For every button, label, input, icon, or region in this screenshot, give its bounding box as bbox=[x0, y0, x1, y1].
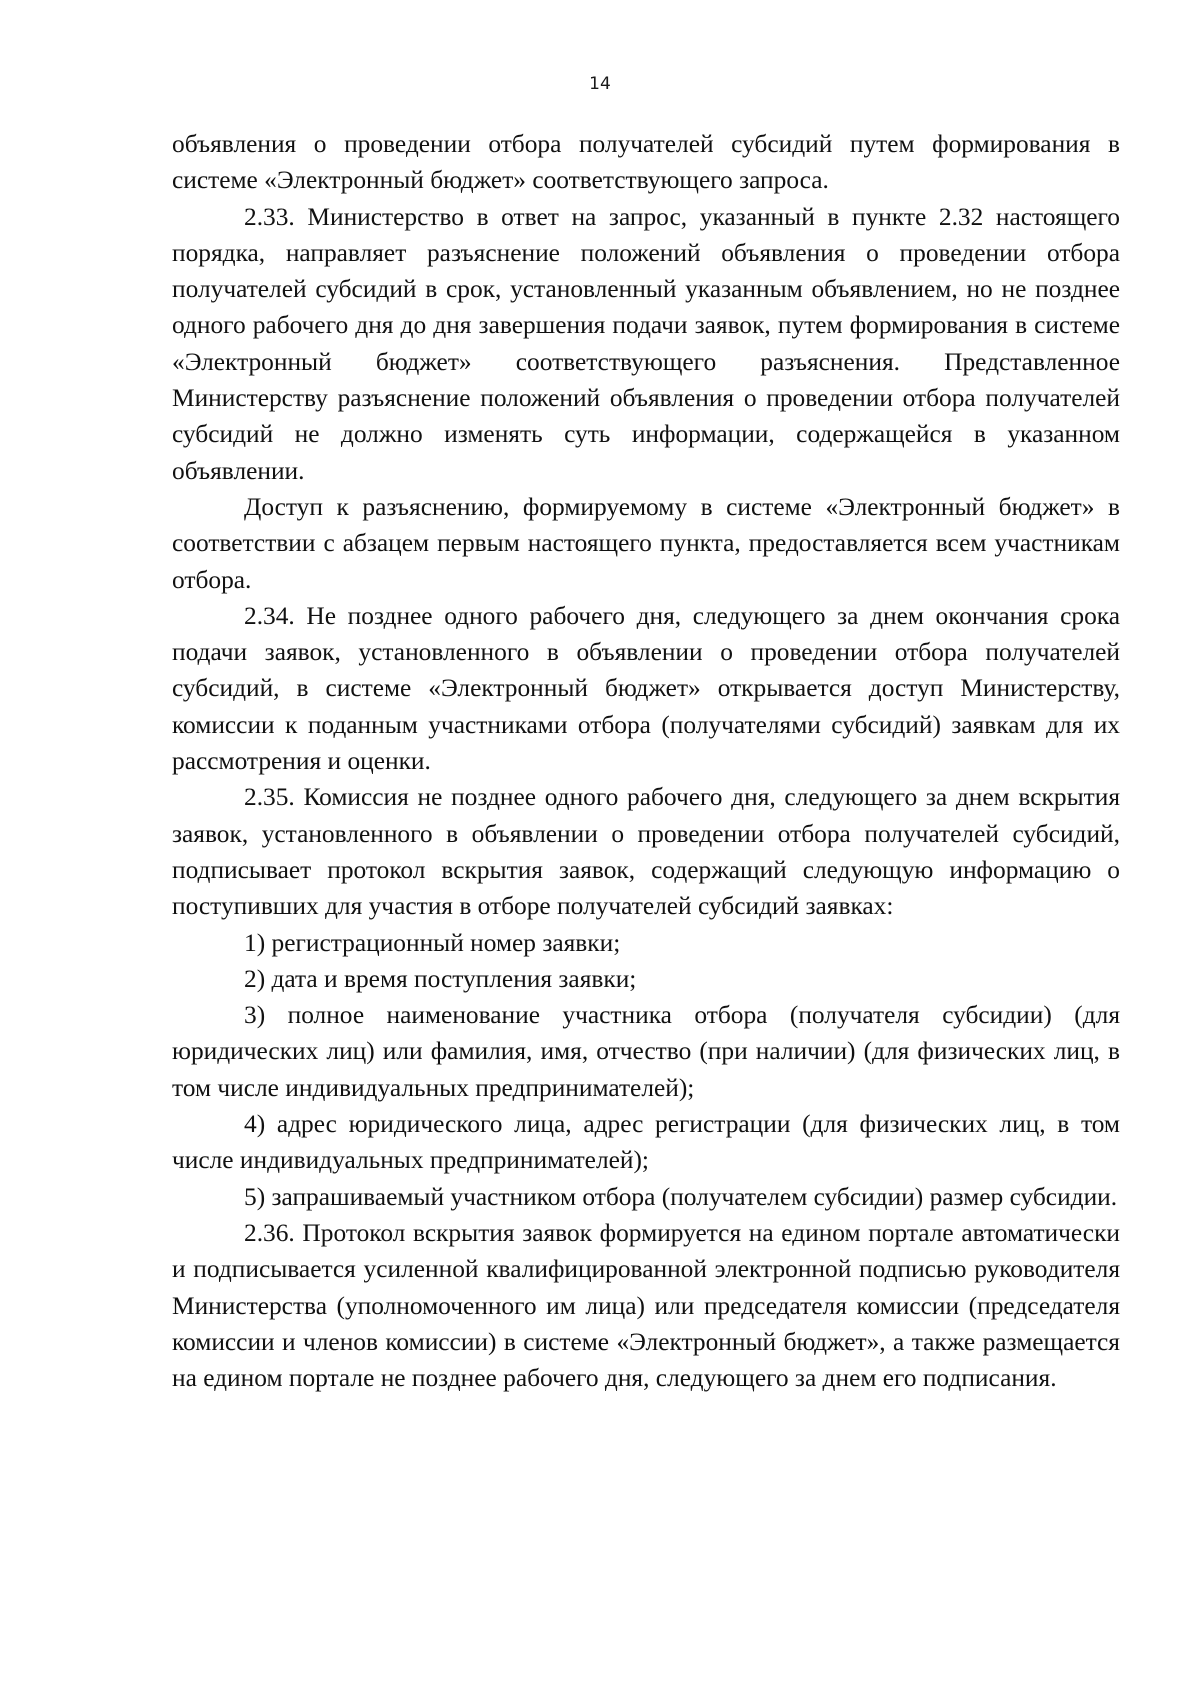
paragraph-2-34: 2.34. Не позднее одного рабочего дня, следующего за днем окончания срока подачи заявок, установленного в объявлении о проведении отбора получателей субсидий, в системе «Электронный бюджет» открывается доступ Министерству, комиссии к поданным участниками отбора (получателями субсидий) заявкам для их рассмотрения и оценки. bbox=[172, 601, 1120, 776]
paragraph-2-35: 2.35. Комиссия не позднее одного рабочего дня, следующего за днем вскрытия заявок, установленного в объявлении о проведении отбора получателей субсидий, подписывает протокол вскрытия заявок, содержащий следующую информацию о поступивших для участия в отборе получателей субсидий заявках: bbox=[172, 783, 1120, 921]
paragraph-2-36: 2.36. Протокол вскрытия заявок формируется на едином портале автоматически и подписывается усиленной квалифицированной электронной подписью руководителя Министерства (уполномоченного им лица) или председателя комиссии (председателя комиссии и членов комиссии) в системе «Электронный бюджет», а также размещается на едином портале не позднее рабочего дня, следующего за днем его подписания. bbox=[172, 1218, 1120, 1393]
list-item-1: 1) регистрационный номер заявки; bbox=[244, 928, 621, 957]
list-item-3: 3) полное наименование участника отбора (получателя субсидии) (для юридических лиц) или фамилия, имя, отчество (при наличии) (для физических лиц, в том числе индивидуальных предпринимателей); bbox=[172, 1001, 1120, 1102]
page-number: 14 bbox=[589, 74, 611, 94]
document-body bbox=[172, 126, 1120, 1396]
list-item-4: 4) адрес юридического лица, адрес регистрации (для физических лиц, в том числе индивидуальных предпринимателей); bbox=[172, 1110, 1120, 1175]
paragraph-2-33: 2.33. Министерство в ответ на запрос, указанный в пункте 2.32 настоящего порядка, направляет разъяснение положений объявления о проведении отбора получателей субсидий в срок, установленный указанным объявлением, но не позднее одного рабочего дня до дня завершения подачи заявок, путем формирования в системе «Электронный бюджет» соответствующего разъяснения. Представленное Министерству разъяснение положений объявления о проведении отбора получателей субсидий не должно изменять суть информации, содержащейся в указанном объявлении. bbox=[172, 202, 1120, 485]
paragraph-access-clarification: Доступ к разъяснению, формируемому в системе «Электронный бюджет» в соответствии с абзацем первым настоящего пункта, предоставляется всем участникам отбора. bbox=[172, 492, 1120, 594]
list-item-5: 5) запрашиваемый участником отбора (получателем субсидии) размер субсидии. bbox=[244, 1182, 1118, 1211]
paragraph-continuation: объявления о проведении отбора получателей субсидий путем формирования в системе «Электронный бюджет» соответствующего запроса. bbox=[172, 130, 1120, 195]
list-item-2: 2) дата и время поступления заявки; bbox=[244, 964, 637, 993]
